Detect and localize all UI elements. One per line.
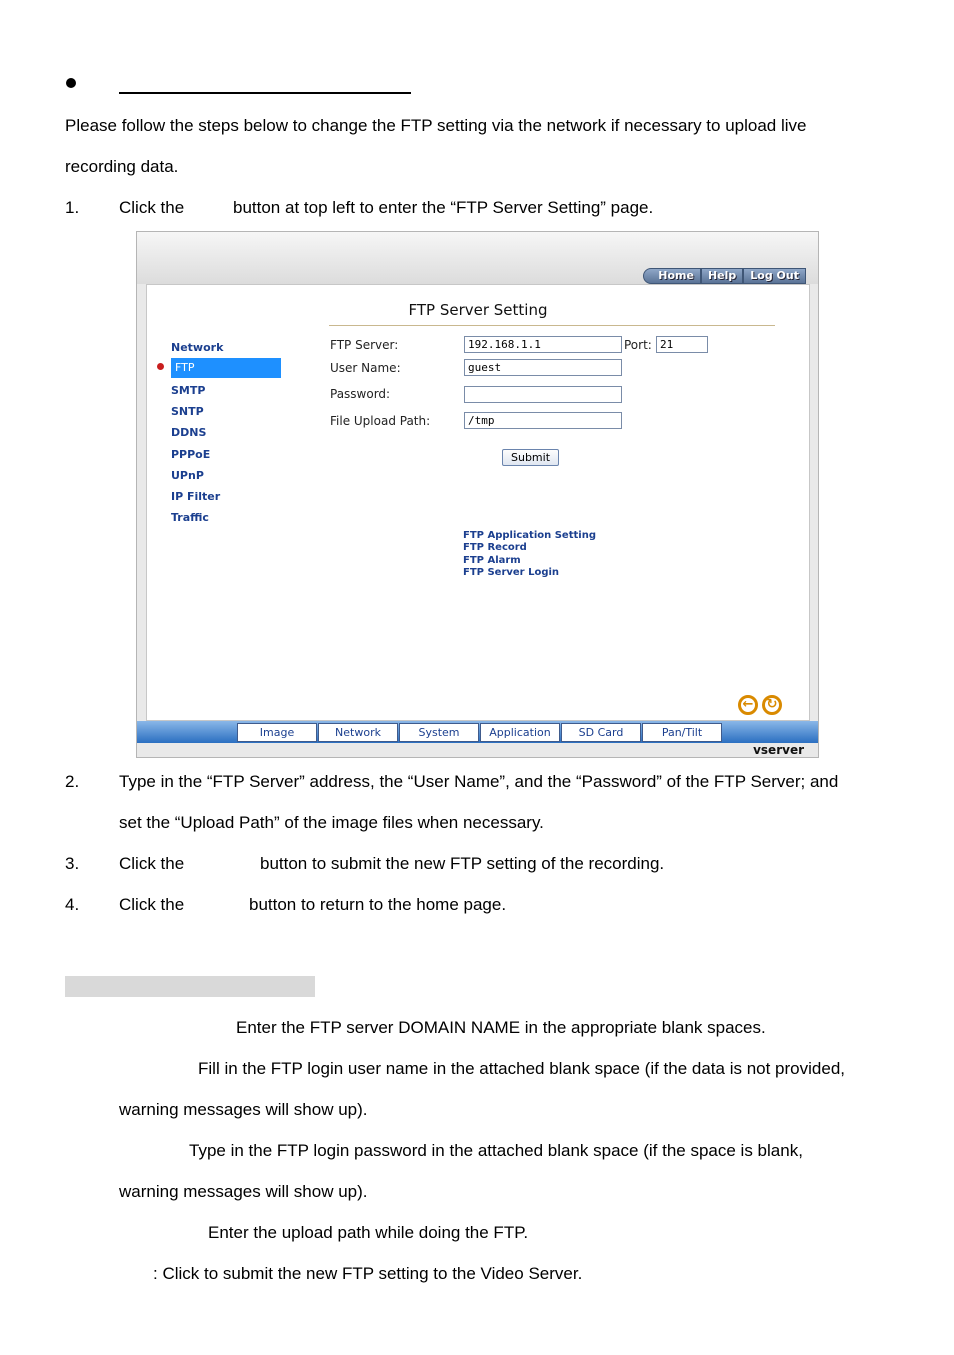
action-icons <box>738 695 782 715</box>
sidebar-item-smtp[interactable]: SMTP <box>171 384 206 397</box>
step-2-line-2: set the “Upload Path” of the image files when necessary. <box>119 813 544 832</box>
title-rule <box>329 325 775 326</box>
upload-path-input[interactable]: /tmp <box>464 412 622 429</box>
step-3-number: 3. <box>65 854 80 873</box>
logout-button[interactable]: Log Out <box>743 268 806 284</box>
step-1-after: button at top left to enter the “FTP Server Setting” page. <box>233 198 654 217</box>
refresh-icon[interactable]: ↻ <box>762 695 782 715</box>
tab-system[interactable]: System <box>399 723 479 742</box>
help-button[interactable]: Help <box>701 268 743 284</box>
step-2-number: 2. <box>65 772 80 791</box>
password-input[interactable] <box>464 386 622 403</box>
sidebar-item-ip-filter[interactable]: IP Filter <box>171 490 221 503</box>
link-ftp-server-login[interactable]: FTP Server Login <box>463 567 560 578</box>
bottom-nav-bar <box>137 721 818 743</box>
tab-image[interactable]: Image <box>237 723 317 742</box>
sidebar-item-pppoe[interactable]: PPPoE <box>171 448 211 461</box>
intro-line-2: recording data. <box>65 157 179 176</box>
step-4-before: Click the <box>119 895 185 914</box>
user-name-input[interactable]: guest <box>464 359 622 376</box>
user-name-label: User Name: <box>330 361 401 375</box>
tab-sd-card[interactable]: SD Card <box>561 723 641 742</box>
desc-user-name-cont: warning messages will show up). <box>119 1100 368 1119</box>
sidebar-item-network[interactable]: Network <box>171 341 224 354</box>
desc-password-cont: warning messages will show up). <box>119 1182 368 1201</box>
heading-bullet <box>66 78 76 88</box>
step-1-before: Click the <box>119 198 185 217</box>
heading-underline <box>119 92 411 94</box>
ftp-server-label: FTP Server: <box>330 338 399 352</box>
sidebar-item-upnp[interactable]: UPnP <box>171 469 204 482</box>
sidebar-item-sntp[interactable]: SNTP <box>171 405 204 418</box>
link-ftp-application-setting[interactable]: FTP Application Setting <box>463 530 596 541</box>
submit-button[interactable]: Submit <box>502 449 559 466</box>
sidebar-item-ftp[interactable]: FTP <box>171 358 281 378</box>
active-indicator-icon <box>157 363 164 370</box>
desc-upload-path: Enter the upload path while doing the FTP. <box>208 1223 529 1242</box>
top-nav <box>643 268 806 284</box>
ftp-settings-screenshot <box>136 231 819 758</box>
tab-network[interactable]: Network <box>318 723 398 742</box>
step-4-number: 4. <box>65 895 80 914</box>
link-ftp-alarm[interactable]: FTP Alarm <box>463 555 521 566</box>
home-button[interactable]: Home <box>643 268 701 284</box>
desc-password: Type in the FTP login password in the attached blank space (if the space is blank, <box>189 1141 803 1160</box>
step-3-before: Click the <box>119 854 185 873</box>
step-3-after: button to submit the new FTP setting of the recording. <box>260 854 665 873</box>
link-ftp-record[interactable]: FTP Record <box>463 542 527 553</box>
panel-title: FTP Server Setting <box>408 301 548 319</box>
step-1-number: 1. <box>65 198 80 217</box>
tab-pan-tilt[interactable]: Pan/Tilt <box>642 723 722 742</box>
step-2-line-1: Type in the “FTP Server” address, the “User Name”, and the “Password” of the FTP Server; and <box>119 772 839 791</box>
desc-ftp-server: Enter the FTP server DOMAIN NAME in the appropriate blank spaces. <box>236 1018 766 1037</box>
intro-line-1: Please follow the steps below to change the FTP setting via the network if necessary to upload live <box>65 116 807 135</box>
desc-user-name: Fill in the FTP login user name in the attached blank space (if the data is not provided, <box>198 1059 845 1078</box>
port-input[interactable]: 21 <box>656 336 708 353</box>
step-4-after: button to return to the home page. <box>249 895 507 914</box>
upload-path-label: File Upload Path: <box>330 414 431 428</box>
sidebar-item-ddns[interactable]: DDNS <box>171 426 207 439</box>
brand-label: vserver <box>753 743 804 757</box>
section-header-bar <box>65 976 315 997</box>
password-label: Password: <box>330 387 391 401</box>
tab-application[interactable]: Application <box>480 723 560 742</box>
settings-panel <box>146 284 810 721</box>
port-label: Port: <box>624 338 652 352</box>
back-arrow-icon[interactable]: ← <box>738 695 758 715</box>
desc-submit: : Click to submit the new FTP setting to the Video Server. <box>153 1264 583 1283</box>
ftp-server-input[interactable]: 192.168.1.1 <box>464 336 622 353</box>
sidebar-item-traffic[interactable]: Traffic <box>171 511 209 524</box>
